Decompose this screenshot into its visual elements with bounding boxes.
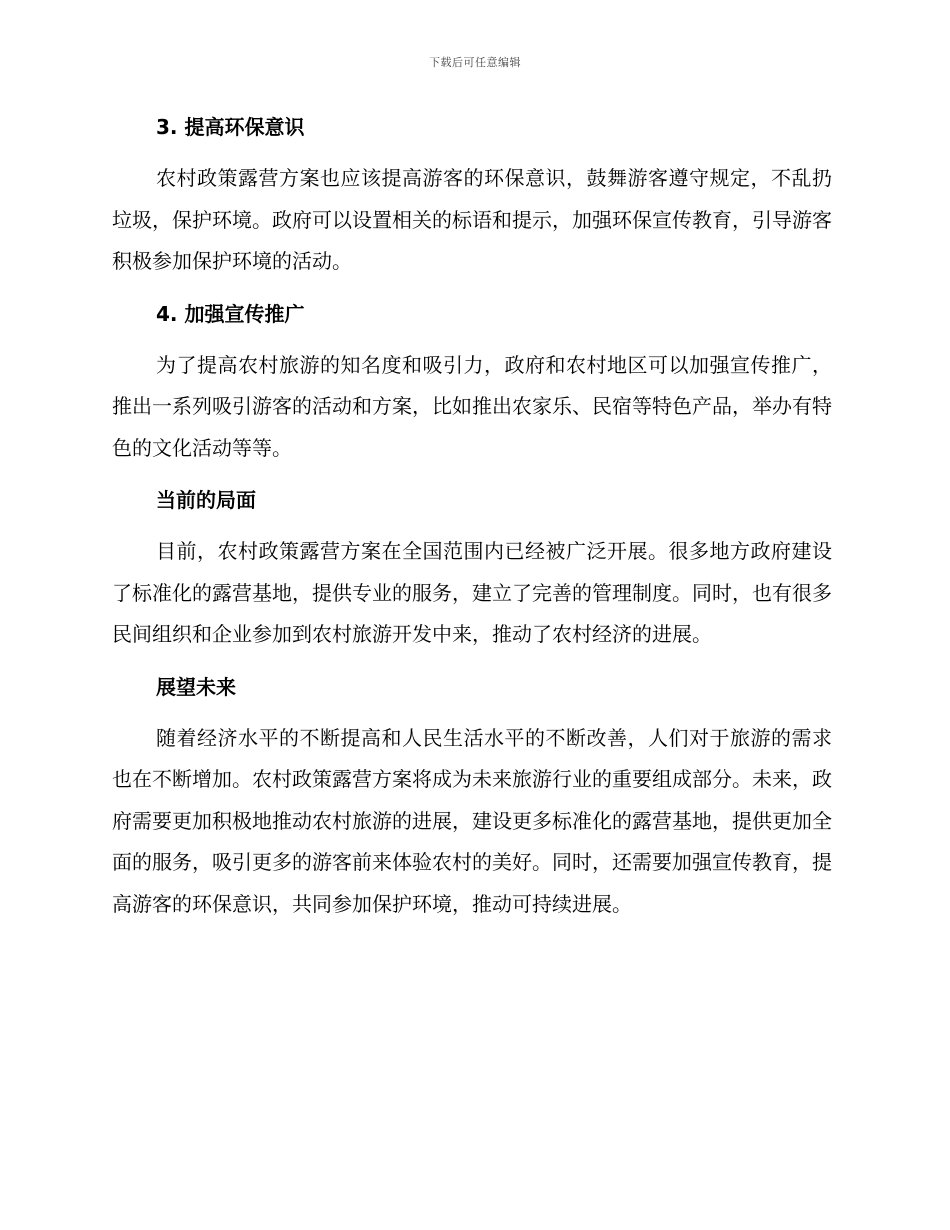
document-body <box>112 108 832 937</box>
section-heading-promotion: 4. 加强宣传推广 <box>156 301 305 326</box>
section-paragraph-current-situation: 目前，农村政策露营方案在全国范围内已经被广泛开展。很多地方政府建设了标准化的露营基地，提供专业的服务，建立了完善的管理制度。同时，也有很多民间组织和企业参加到农村旅游开发中来，推动了农村经济的进展。 <box>112 539 832 646</box>
section-heading-current-situation: 当前的局面 <box>156 488 256 512</box>
section-paragraph-environmental-awareness: 农村政策露营方案也应该提高游客的环保意识，鼓舞游客遵守规定，不乱扔垃圾，保护环境。政府可以设置相关的标语和提示，加强环保宣传教育，引导游客积极参加保护环境的活动。 <box>112 166 832 273</box>
section-paragraph-promotion: 为了提高农村旅游的知名度和吸引力，政府和农村地区可以加强宣传推广，推出一系列吸引游客的活动和方案，比如推出农家乐、民宿等特色产品，举办有特色的文化活动等等。 <box>112 352 832 460</box>
section-heading-future-outlook: 展望未来 <box>156 674 236 699</box>
section-heading-environmental-awareness: 3. 提高环保意识 <box>156 115 305 139</box>
page-header: 下载后可任意编辑 <box>429 56 521 69</box>
section-paragraph-future-outlook: 随着经济水平的不断提高和人民生活水平的不断改善，人们对于旅游的需求也在不断增加。农村政策露营方案将成为未来旅游行业的重要组成部分。未来，政府需要更加积极地推动农村旅游的进展，建设更多标准化的露营基地，提供更加全面的服务，吸引更多的游客前来体验农村的美好。同时，还需要加强宣传教育，提高游客的环保意识，共同参加保护环境，推动可持续进展。 <box>112 725 832 916</box>
